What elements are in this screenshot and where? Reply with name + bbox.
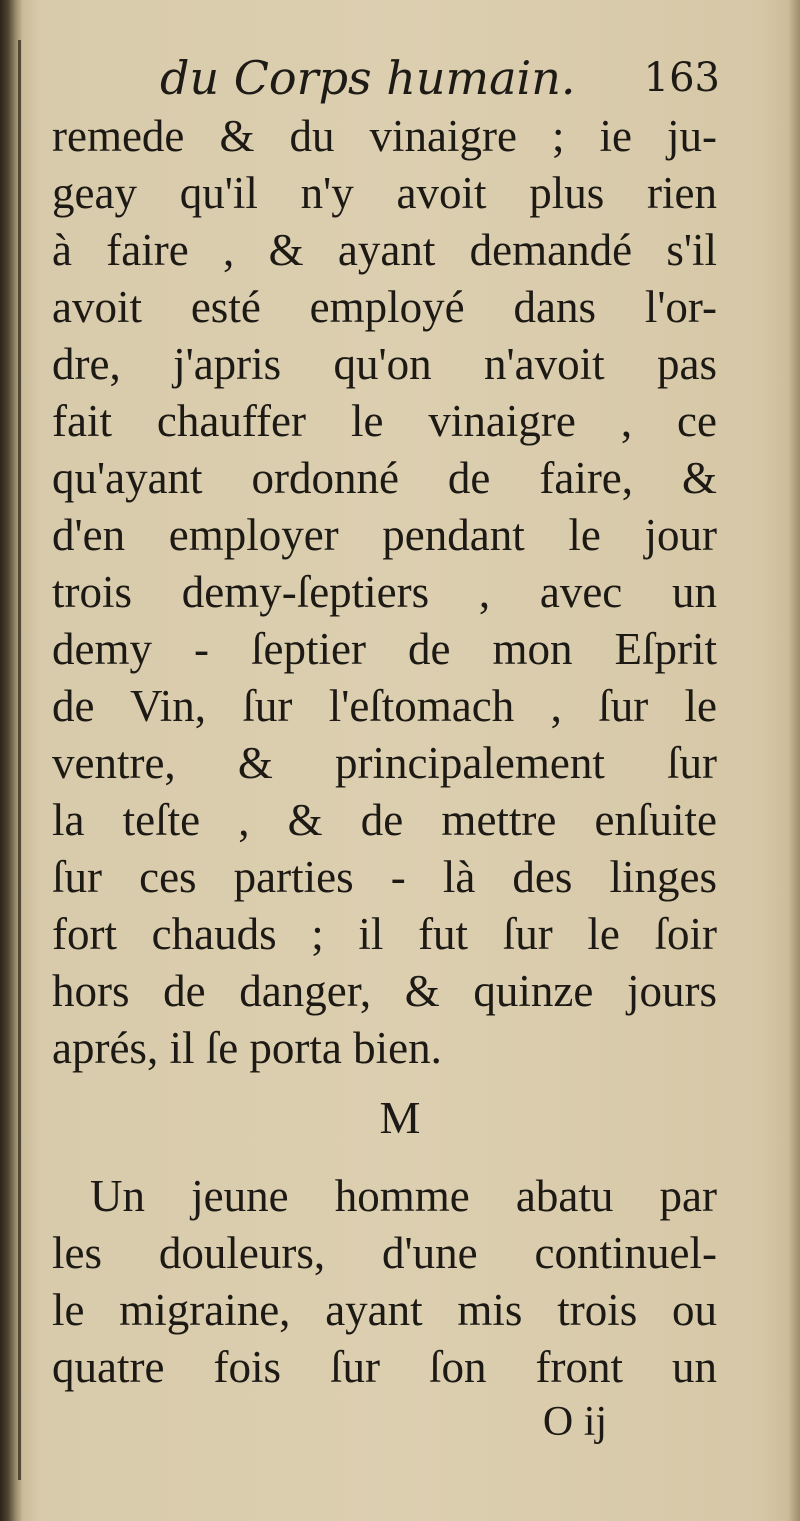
text-line: quatre fois ſur ſon front un bbox=[52, 1342, 717, 1392]
text-line: les douleurs, d'une continuel- bbox=[52, 1228, 717, 1278]
text-line: demy - ſeptier de mon Eſprit bbox=[52, 624, 717, 674]
page-edge-shadow bbox=[788, 0, 800, 1521]
text-line: qu'ayant ordonné de faire, & bbox=[52, 453, 717, 503]
text-line: avoit esté employé dans l'or- bbox=[52, 282, 717, 332]
section-mark: M bbox=[379, 1092, 421, 1143]
signature-mark: O ij bbox=[542, 1399, 608, 1445]
text-line: d'en employer pendant le jour bbox=[52, 510, 717, 560]
text-line: fait chauffer le vinaigre , ce bbox=[52, 396, 717, 446]
spine-shadow-line bbox=[18, 40, 21, 1480]
text-line: remede & du vinaigre ; ie ju- bbox=[52, 111, 717, 161]
running-head-title: du Corps humain. bbox=[160, 51, 576, 105]
page-number: 163 bbox=[643, 55, 720, 101]
text-line: trois demy-ſeptiers , avec un bbox=[52, 567, 717, 617]
text-line: fort chauds ; il fut ſur le ſoir bbox=[52, 909, 717, 959]
text-line: à faire , & ayant demandé s'il bbox=[52, 225, 717, 275]
text-line-indented: Un jeune homme abatu par bbox=[90, 1171, 717, 1221]
running-head bbox=[160, 48, 720, 108]
paragraph-2 bbox=[52, 1168, 717, 1396]
paragraph-1 bbox=[52, 108, 717, 1077]
text-line-last: aprés, il ſe porta bien. bbox=[52, 1023, 442, 1073]
text-line: de Vin, ſur l'eſtomach , ſur le bbox=[52, 681, 717, 731]
text-line: le migraine, ayant mis trois ou bbox=[52, 1285, 717, 1335]
text-line: hors de danger, & quinze jours bbox=[52, 966, 717, 1016]
text-line: la teſte , & de mettre enſuite bbox=[52, 795, 717, 845]
text-line: dre, j'apris qu'on n'avoit pas bbox=[52, 339, 717, 389]
text-line: ventre, & principalement ſur bbox=[52, 738, 717, 788]
text-line: ſur ces parties - là des linges bbox=[52, 852, 717, 902]
text-line: geay qu'il n'y avoit plus rien bbox=[52, 168, 717, 218]
